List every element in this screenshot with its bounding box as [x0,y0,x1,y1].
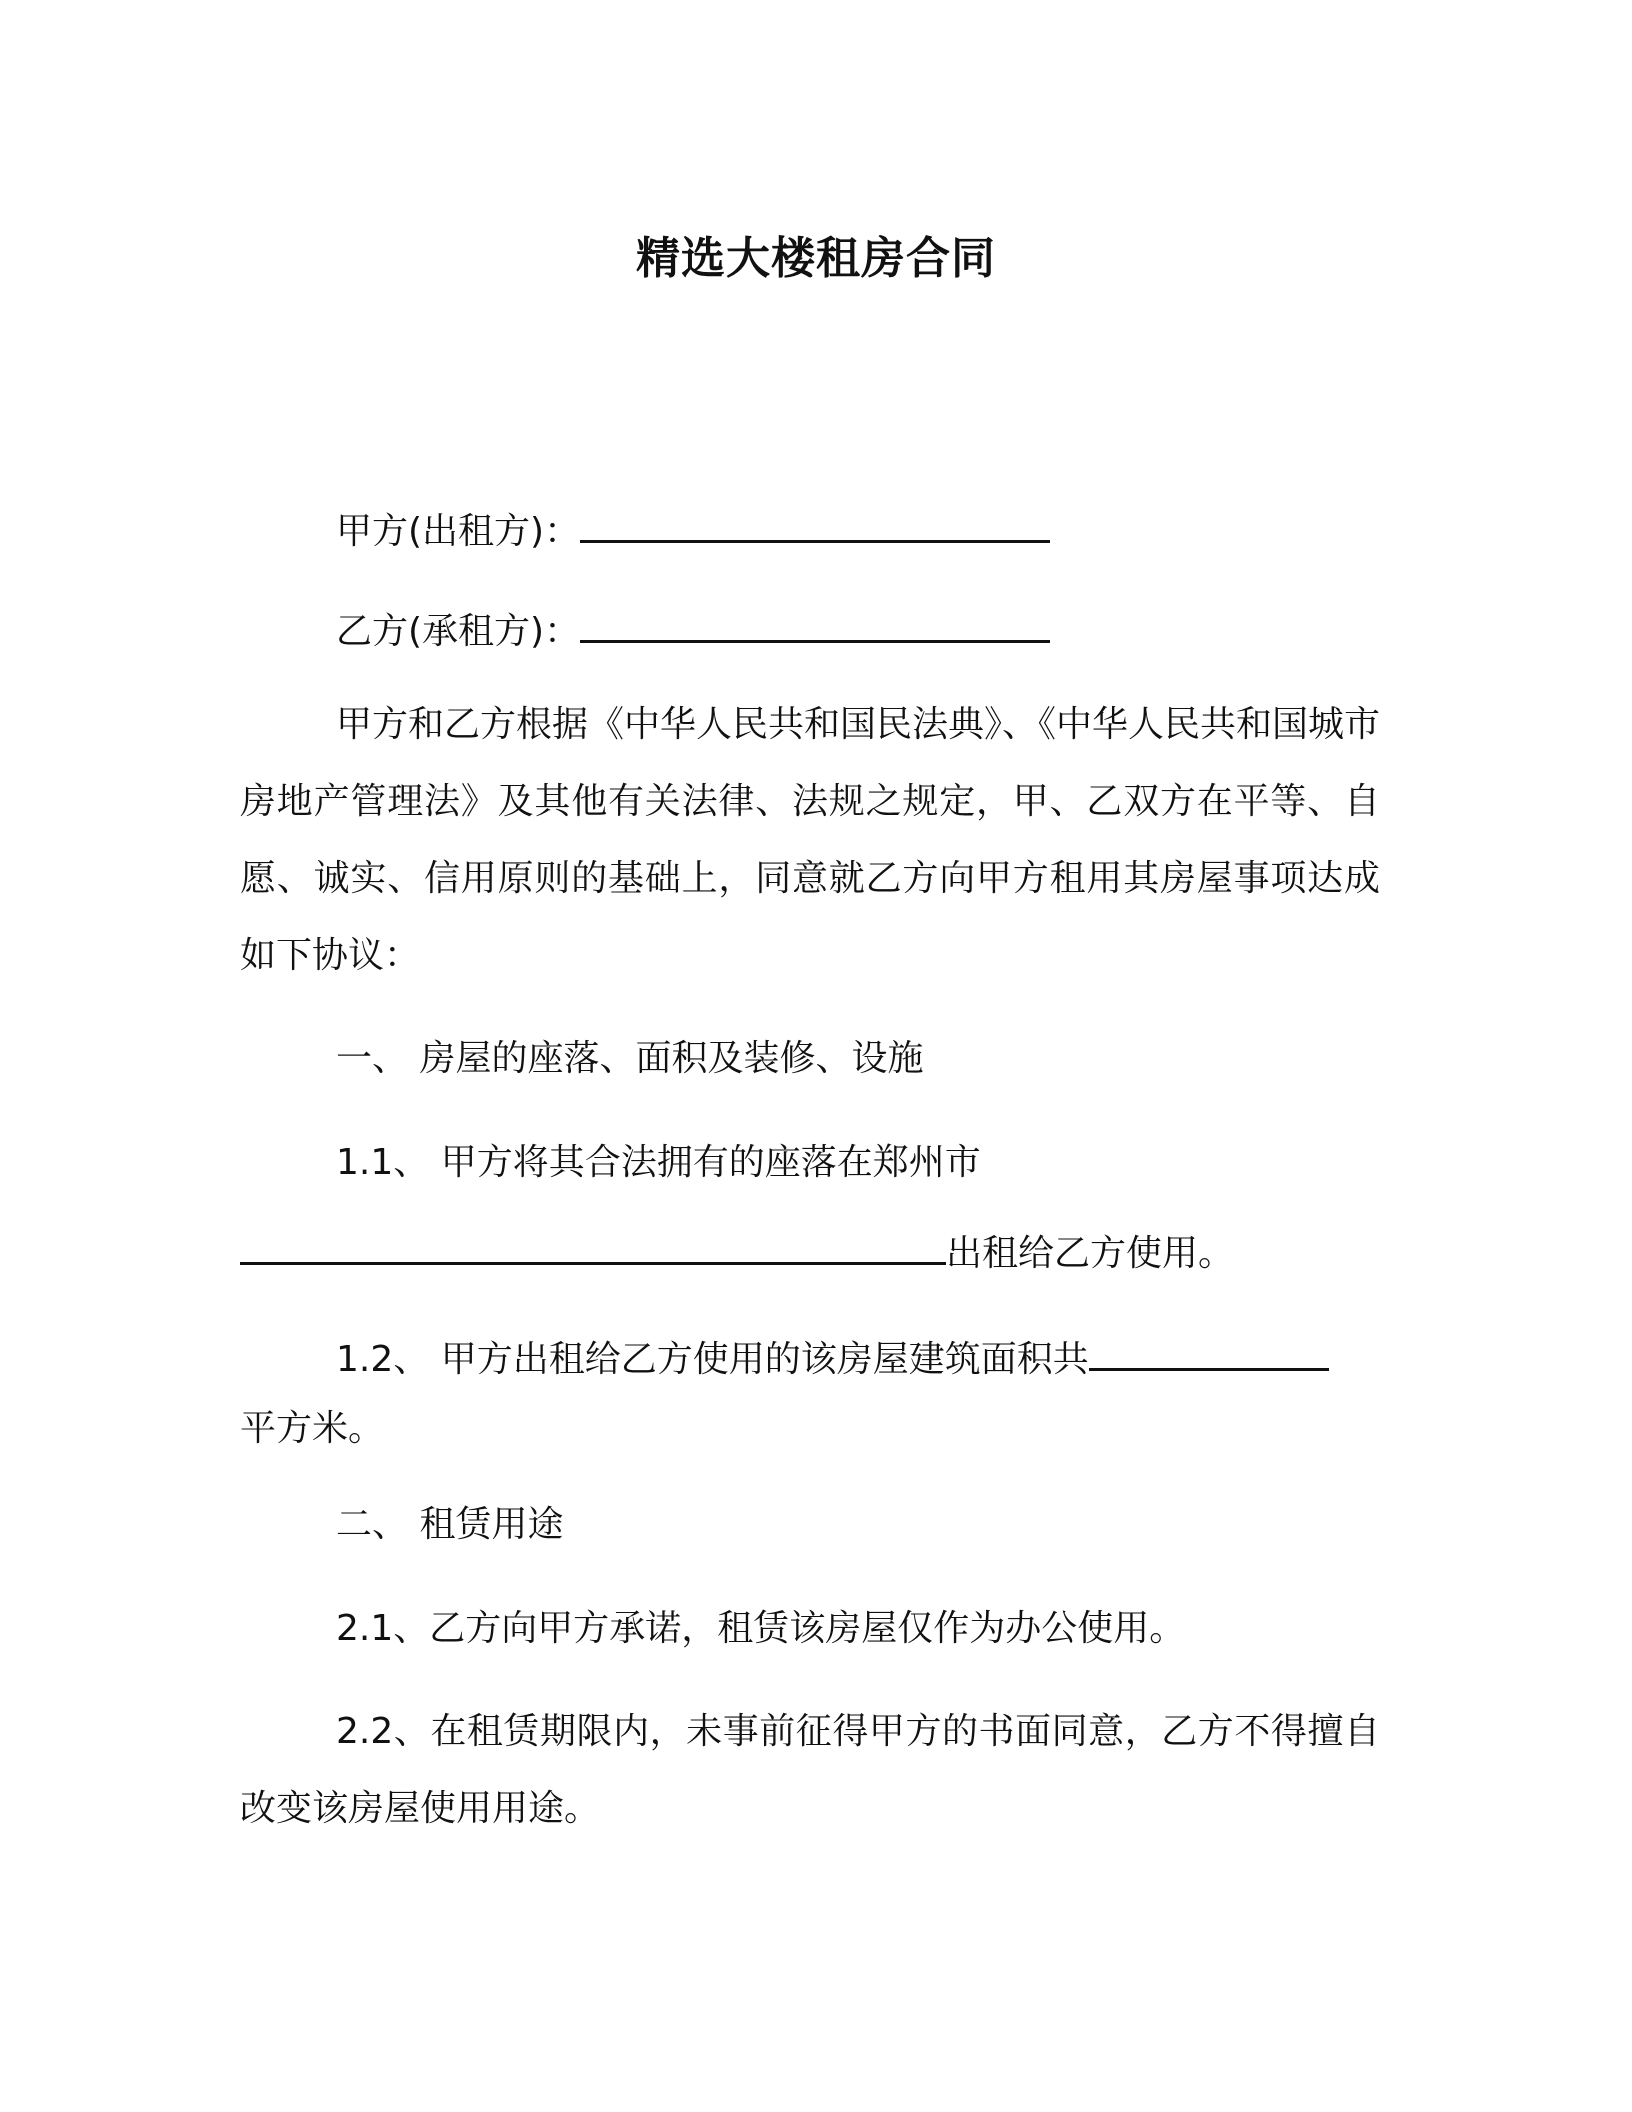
address-blank [240,1222,946,1265]
clause-2-2: 2.2、在租赁期限内，未事前征得甲方的书面同意，乙方不得擅自改变该房屋使用用途。 [240,1711,1380,1829]
clause-1-1-line-1: 1.1、 甲方将其合法拥有的座落在郑州市 [336,1142,981,1183]
party-a-blank [580,500,1050,543]
clause-1-2-prefix: 1.2、 甲方出租给乙方使用的该房屋建筑面积共 [336,1339,1089,1380]
clause-1-1-suffix: 出租给乙方使用。 [946,1233,1235,1274]
section-2-heading: 二、 租赁用途 [336,1504,564,1545]
party-a-line [336,500,1050,557]
party-b-blank [580,600,1050,643]
clause-2-1: 2.1、乙方向甲方承诺，租赁该房屋仅作为办公使用。 [336,1608,1186,1649]
clause-1-1-line-2 [240,1222,1234,1279]
preamble-paragraph: 甲方和乙方根据《中华人民共和国民法典》、《中华人民共和国城市房地产管理法》及其他有关法律、法规之规定，甲、乙双方在平等、自愿、诚实、信用原则的基础上，同意就乙方向甲方租用其房屋事项达成如下协议： [240,704,1381,976]
area-blank [1089,1328,1329,1371]
clause-1-2-line-1 [336,1328,1329,1385]
party-b-label: 乙方(承租方)： [336,611,581,652]
party-b-line [336,600,1050,657]
section-1-heading: 一、 房屋的座落、面积及装修、设施 [336,1038,924,1079]
clause-1-2-line-2: 平方米。 [240,1408,385,1449]
party-a-label: 甲方(出租方)： [336,511,581,552]
document-title: 精选大楼租房合同 [636,233,996,284]
